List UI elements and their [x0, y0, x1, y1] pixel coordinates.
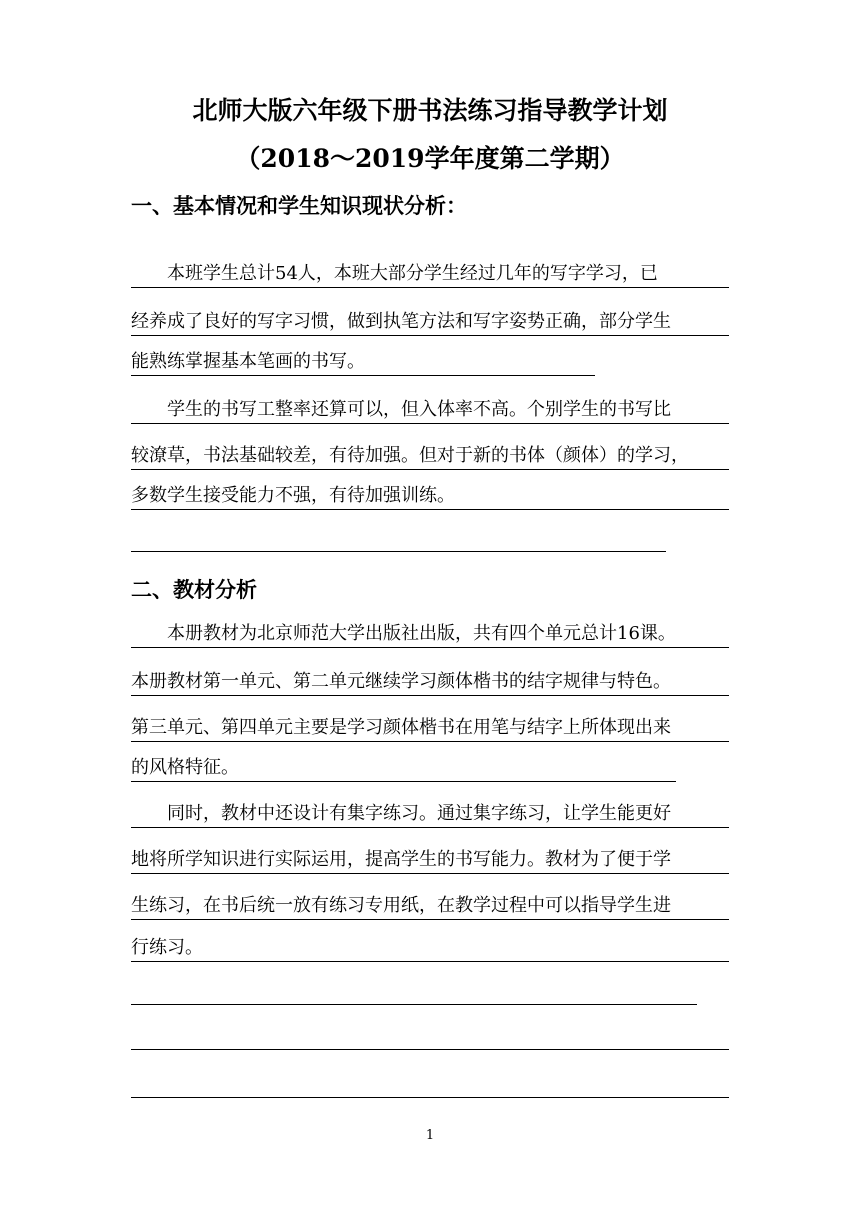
text-line: 生练习，在书后统一放有练习专用纸，在教学过程中可以指导学生进	[131, 894, 729, 920]
text-line: 学生的书写工整率还算可以，但入体率不高。个别学生的书写比	[131, 398, 729, 424]
text-line: 较潦草，书法基础较差，有待加强。但对于新的书体（颜体）的学习，	[131, 444, 729, 470]
text-line: 同时，教材中还设计有集字练习。通过集字练习，让学生能更好	[131, 802, 729, 828]
text-line: 本班学生总计54人，本班大部分学生经过几年的写字学习，已	[131, 262, 729, 288]
document-title: 北师大版六年级下册书法练习指导教学计划	[192, 96, 668, 125]
text-line: 能熟练掌握基本笔画的书写。	[131, 350, 595, 376]
text-line: 经养成了良好的写字习惯，做到执笔方法和写字姿势正确，部分学生	[131, 310, 729, 336]
page-number: 1	[425, 1128, 435, 1143]
blank-rule	[131, 1004, 697, 1005]
text-line: 行练习。	[131, 936, 729, 962]
text-line: 本册教材为北京师范大学出版社出版，共有四个单元总计16课。	[131, 622, 729, 648]
text-line: 的风格特征。	[131, 756, 676, 782]
text-line: 多数学生接受能力不强，有待加强训练。	[131, 484, 729, 510]
blank-rule	[131, 1049, 729, 1050]
text-line: 第三单元、第四单元主要是学习颜体楷书在用笔与结字上所体现出来	[131, 716, 729, 742]
document-subtitle: （2018～2019学年度第二学期）	[235, 144, 625, 173]
text-line: 本册教材第一单元、第二单元继续学习颜体楷书的结字规律与特色。	[131, 670, 729, 696]
text-line: 地将所学知识进行实际运用，提高学生的书写能力。教材为了便于学	[131, 848, 729, 874]
section-heading-textbook: 二、教材分析	[131, 577, 257, 602]
blank-rule	[131, 1097, 729, 1098]
blank-rule	[131, 551, 666, 552]
section-heading-situation: 一、基本情况和学生知识现状分析：	[131, 193, 467, 218]
